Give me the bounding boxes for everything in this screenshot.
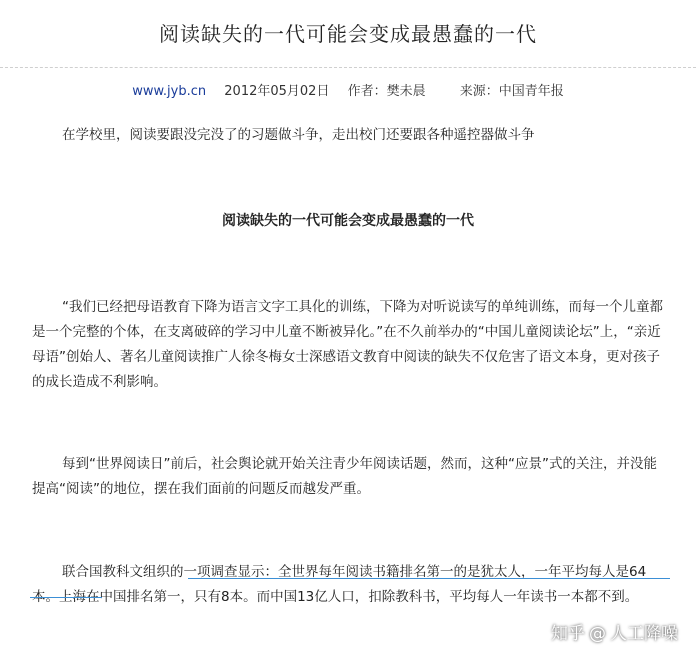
watermark-user: 人工降噪 (610, 624, 678, 644)
paragraph-1 (32, 295, 664, 395)
title-divider (0, 67, 696, 68)
lead-summary: 在学校里，阅读要跟没完没了的习题做斗争，走出校门还要跟各种遥控器做斗争 (62, 127, 535, 143)
source: 来源：中国青年报 (459, 84, 564, 99)
highlight-underline-2 (30, 597, 102, 598)
zhihu-watermark (551, 619, 678, 644)
paragraph-3 (32, 560, 664, 610)
watermark-brand: 知乎 (551, 624, 585, 644)
highlight-underline-1 (188, 578, 670, 579)
watermark-at: @ (589, 624, 606, 644)
publish-date: 2012年05月02日 (224, 84, 330, 99)
paragraph-2 (32, 452, 664, 502)
paragraph-3-text: 联合国教科文组织的一项调查显示：全世界每年阅读书籍排名第一的是犹太人，一年平均每人是64本。上海在中国排名第一，只有8本。而中国13亿人口，扣除教科书，平均每人一年读书一本都不到。 (32, 564, 647, 605)
paragraph-2-text: 每到“世界阅读日”前后，社会舆论就开始关注青少年阅读话题，然而，这种“应景”式的关注，并没能提高“阅读”的地位，摆在我们面前的问题反而越发严重。 (32, 456, 657, 497)
author: 作者：樊未晨 (347, 84, 426, 99)
section-heading: 阅读缺失的一代可能会变成最愚蠢的一代 (222, 213, 474, 229)
source-site-link[interactable]: www.jyb.cn (132, 84, 207, 99)
paragraph-1-text: “我们已经把母语教育下降为语言文字工具化的训练，下降为对听说读写的单纯训练，而每一个儿童都是一个完整的个体，在支离破碎的学习中儿童不断被异化。”在不久前举办的“中国儿童阅读论坛”上，“亲近母语”创始人、著名儿童阅读推广人徐冬梅女士深感语文教育中阅读的缺失不仅危害了语文本身，更对孩子的成长造成不利影响。 (32, 299, 663, 390)
article-meta (0, 80, 696, 99)
article-title: 阅读缺失的一代可能会变成最愚蠢的一代 (159, 22, 537, 46)
